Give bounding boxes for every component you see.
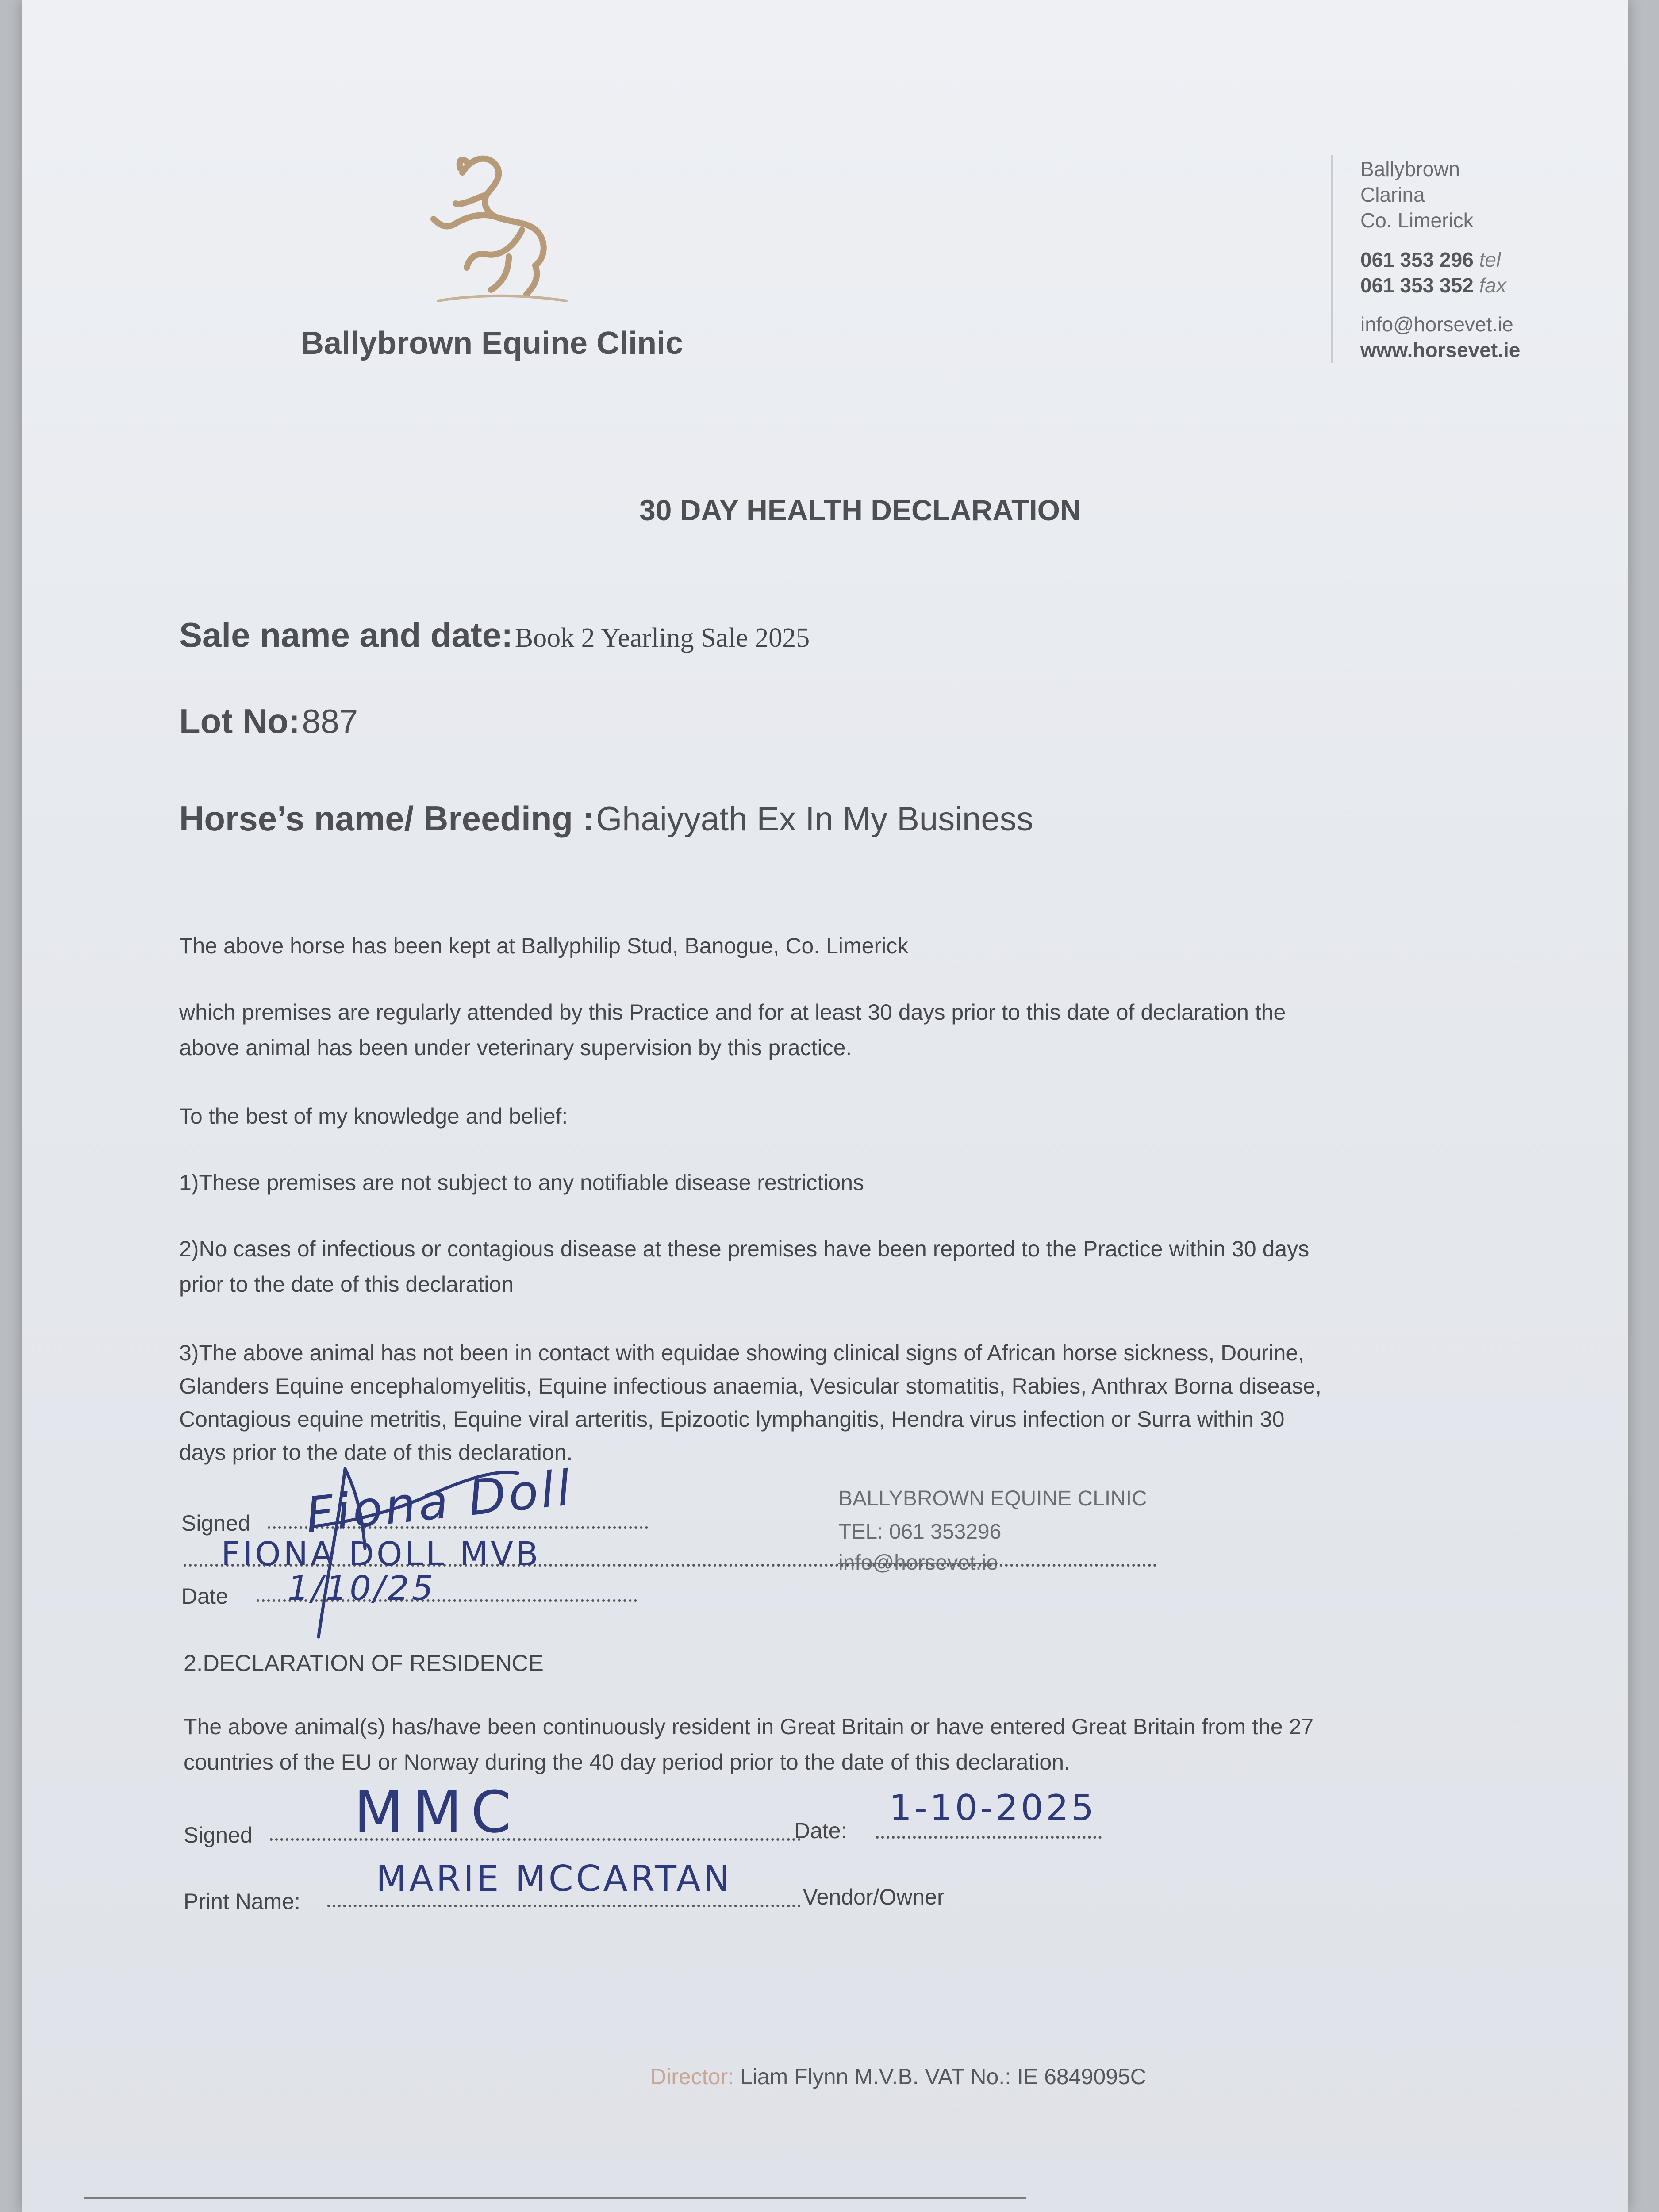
vet-date-label: Date: [181, 1584, 228, 1609]
sale-line: [179, 615, 810, 655]
horse-value: Ghaiyyath Ex In My Business: [596, 800, 1033, 838]
footer: [650, 2064, 1146, 2089]
item-2-text-1: 2)No cases of infectious or contagious disease at these premises have been reported to the Practice within 30 days: [179, 1237, 1310, 1261]
document-page: [22, 0, 1628, 2212]
belief-text: To the best of my knowledge and belief:: [179, 1104, 568, 1129]
fax-line: [1360, 273, 1506, 297]
sale-label: Sale name and date:: [179, 615, 513, 654]
vet-signature: Fiona Doll: [303, 1459, 576, 1544]
address-line-3: Co. Limerick: [1360, 209, 1474, 232]
phone-suffix: tel: [1479, 248, 1501, 271]
premises-text-1: which premises are regularly attended by this Practice and for at least 30 days prior to this date of declaration the: [179, 1000, 1286, 1025]
residence-text-2: countries of the EU or Norway during the 40 day period prior to the date of this declaration.: [184, 1750, 1070, 1774]
website-text: www.horsevet.ie: [1360, 338, 1521, 361]
item-3-text-2: Glanders Equine encephalomyelitis, Equine infectious anaemia, Vesicular stomatitis, Rabies, Anthrax Borna disease,: [179, 1374, 1321, 1398]
item-1-text: 1)These premises are not subject to any notifiable disease restrictions: [179, 1170, 864, 1195]
owner-signed-label: Signed: [184, 1823, 253, 1847]
print-name-value: MARIE MCCARTAN: [376, 1858, 733, 1899]
address-line-2: Clarina: [1360, 183, 1425, 206]
director-label: Director:: [650, 2064, 734, 2089]
owner-date-line: [876, 1836, 1102, 1839]
horse-line: [179, 799, 1033, 839]
premises-text-2: above animal has been under veterinary supervision by this practice.: [179, 1035, 852, 1060]
horse-label: Horse’s name/ Breeding :: [179, 799, 594, 838]
owner-signature: MMC: [354, 1778, 520, 1846]
print-name-line: [327, 1905, 801, 1907]
director-text: Liam Flynn M.V.B. VAT No.: IE 6849095C: [740, 2064, 1146, 2089]
sale-value: Book 2 Yearling Sale 2025: [515, 623, 810, 653]
bottom-rule: [84, 2197, 1026, 2199]
phone-number: 061 353 296: [1360, 248, 1474, 271]
owner-date-value: 1-10-2025: [889, 1787, 1097, 1828]
stamp-clinic-name: BALLYBROWN EQUINE CLINIC: [838, 1487, 1147, 1510]
address-divider: [1331, 155, 1333, 363]
lot-value: 887: [302, 703, 358, 741]
lot-line: [179, 701, 358, 741]
email-text: info@horsevet.ie: [1360, 313, 1513, 336]
vet-printed-name: FIONA DOLL MVB: [221, 1535, 541, 1573]
document-title: 30 DAY HEALTH DECLARATION: [639, 494, 1081, 526]
address-line-1: Ballybrown: [1360, 157, 1460, 180]
lot-label: Lot No:: [179, 702, 300, 741]
vendor-owner-label: Vendor/Owner: [803, 1885, 945, 1909]
item-2-text-2: prior to the date of this declaration: [179, 1272, 514, 1297]
horse-logo-icon: [420, 146, 580, 310]
residence-heading: 2.DECLARATION OF RESIDENCE: [184, 1651, 544, 1676]
vet-date-value: 1/10/25: [288, 1568, 436, 1608]
owner-signature-line: [270, 1838, 801, 1841]
phone-line: [1360, 248, 1501, 272]
vet-signed-label: Signed: [181, 1511, 250, 1536]
item-3-text-1: 3)The above animal has not been in contact with equidae showing clinical signs of African horse sickness, Dourine,: [179, 1340, 1305, 1365]
owner-date-label: Date:: [794, 1818, 847, 1843]
clinic-name: Ballybrown Equine Clinic: [301, 326, 684, 361]
stamp-tel: TEL: 061 353296: [838, 1520, 1002, 1544]
fax-number: 061 353 352: [1360, 274, 1474, 297]
print-name-label: Print Name:: [184, 1889, 300, 1914]
fax-suffix: fax: [1479, 274, 1506, 297]
kept-at-text: The above horse has been kept at Ballyphilip Stud, Banogue, Co. Limerick: [179, 933, 909, 958]
stamp-email: info@horsevet.ie: [838, 1551, 998, 1575]
item-3-text-4: days prior to the date of this declaration.: [179, 1440, 573, 1465]
residence-text-1: The above animal(s) has/have been continuously resident in Great Britain or have entered Great Britain from the 27: [184, 1714, 1314, 1739]
item-3-text-3: Contagious equine metritis, Equine viral arteritis, Epizootic lymphangitis, Hendra virus infection or Surra within 30: [179, 1407, 1285, 1432]
